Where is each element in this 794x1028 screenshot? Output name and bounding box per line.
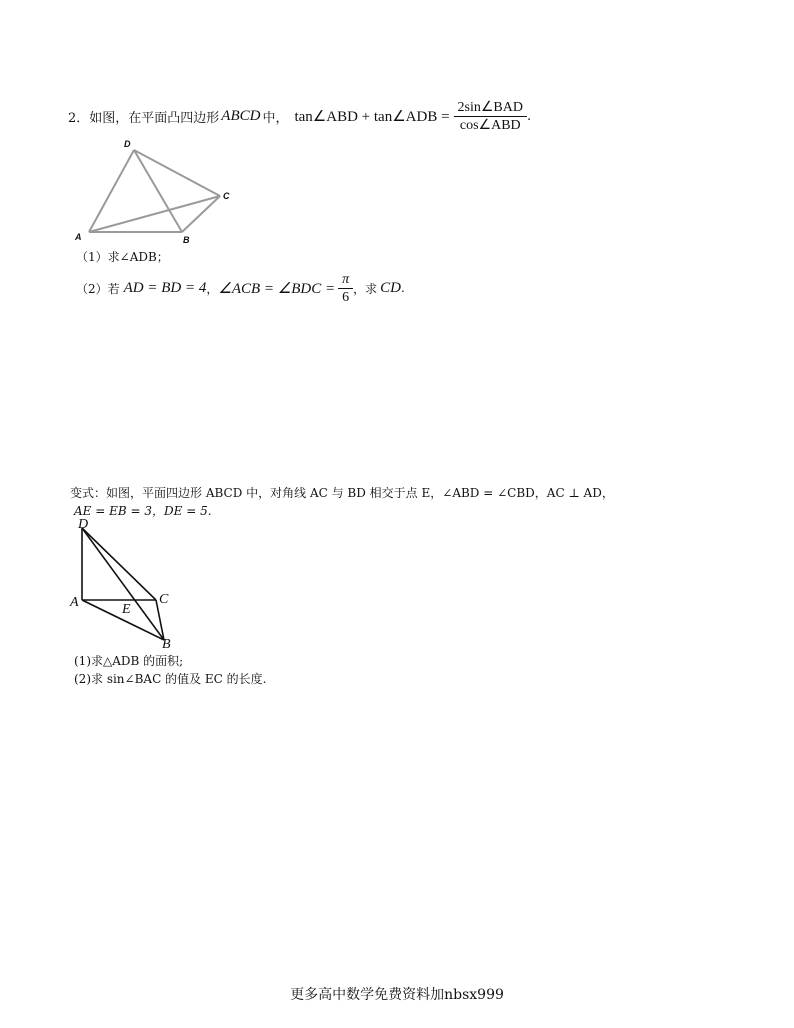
- label-d: D: [124, 139, 131, 149]
- equation-fraction: [454, 99, 527, 134]
- q2-fraction: [338, 271, 353, 306]
- q2-prefix: （2）若: [76, 281, 120, 296]
- problem-intro: 如图，在平面凸四边形: [89, 110, 220, 126]
- variant-question-2: (2)求 sin∠BAC 的值及 EC 的长度.: [74, 672, 267, 686]
- label-e: E: [122, 602, 131, 617]
- variant-statement-line-2: AE = EB = 3，DE = 5.: [74, 504, 212, 518]
- quadrilateral-figure-2: [66, 514, 186, 650]
- q2-condition: AD = BD = 4: [123, 279, 207, 296]
- quadrilateral-figure-1: [72, 136, 242, 246]
- label-c: C: [159, 592, 169, 607]
- page-footer: 更多高中数学免费资料加nbsx999: [290, 987, 504, 1003]
- q2-target: CD: [380, 279, 401, 296]
- variant-statement-line-1: 变式：如图，平面四边形 ABCD 中，对角线 AC 与 BD 相交于点 E，∠ABD = ∠CBD，AC ⊥ AD，: [70, 486, 614, 500]
- label-a: A: [70, 595, 79, 610]
- equation-denominator: cos∠ABD: [459, 117, 521, 133]
- label-c: C: [223, 191, 230, 201]
- q2-end: .: [400, 281, 405, 295]
- equation-numerator: 2sin∠BAD: [454, 99, 527, 117]
- edge-dc: [82, 528, 156, 600]
- q2-denominator: 6: [342, 289, 350, 305]
- q2-condition-2: ∠ACB = ∠BDC =: [218, 280, 336, 297]
- equation-end: .: [527, 108, 532, 124]
- equation-left: tan∠ABD + tan∠ADB =: [294, 108, 450, 125]
- diagonal-db: [82, 528, 164, 640]
- label-d: D: [78, 517, 89, 532]
- problem2-question-2: [76, 268, 405, 308]
- label-b: B: [162, 637, 171, 650]
- problem2-statement: [68, 96, 531, 136]
- q2-numerator: π: [338, 271, 353, 289]
- label-b: B: [183, 235, 190, 245]
- variant-question-1: (1)求△ADB 的面积;: [74, 654, 184, 668]
- problem2-question-1: （1）求∠ADB；: [76, 250, 169, 264]
- quad-name: ABCD: [221, 107, 261, 124]
- problem-number: 2．: [68, 110, 90, 126]
- label-a: A: [75, 232, 82, 242]
- problem-zhong: 中，: [262, 110, 289, 126]
- q2-mid: ，求: [353, 281, 378, 296]
- q2-separator: ，: [206, 281, 219, 296]
- edge-da: [89, 150, 134, 232]
